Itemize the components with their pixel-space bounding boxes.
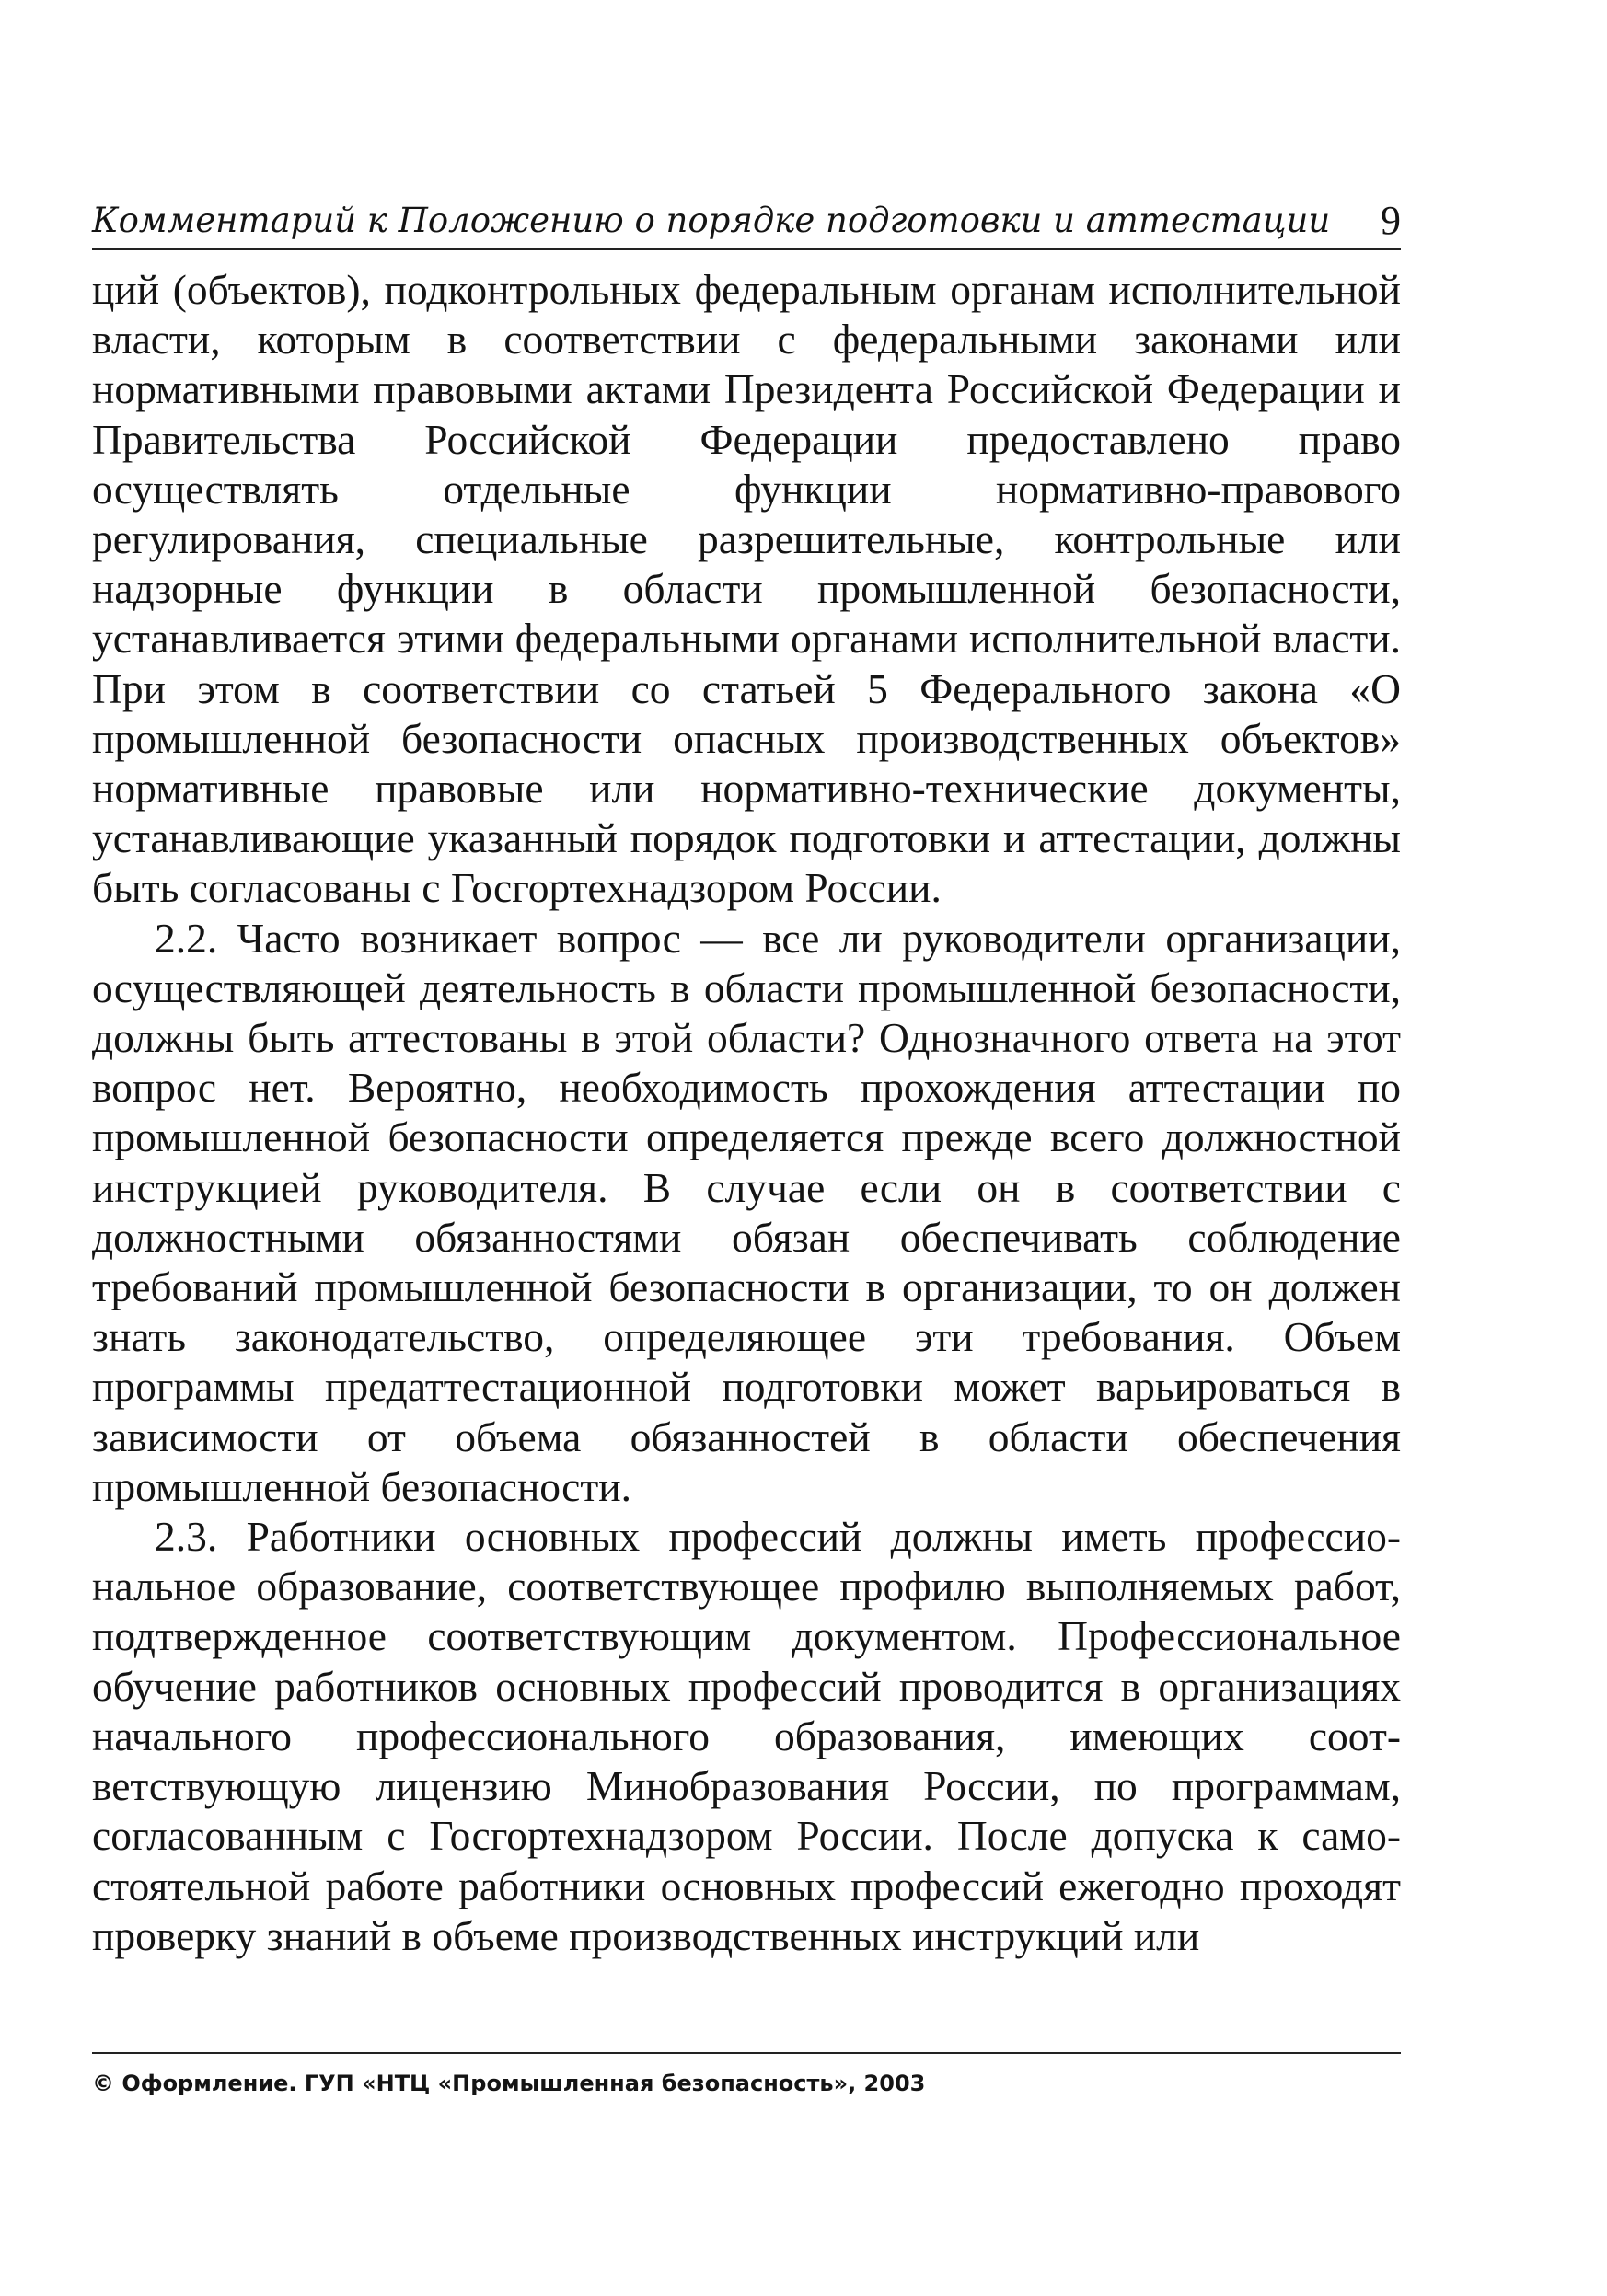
running-head-title: Комментарий к Положению о порядке подготовки и аттестации bbox=[92, 201, 1331, 240]
page-number: 9 bbox=[1381, 198, 1401, 243]
paragraph-continuation: ций (объектов), подконтрольных федеральным органам исполнительной власти, которым в соответствии с федеральными законами или нормативными правовыми актами Президента Российской Федерации и Правительства Российской Федерации предоставлено право осуществлять отдельные функции нормативно-правового регулирования, специальные разрешительные, контрольные или надзорные функции в области промышленной безопасности, устанавливается этими федеральными органами исполнительной власти. При этом в соответствии со статьей 5 Федерального закона «О промышленной безопасности опасных производственных объектов» нормативные правовые или нормативно-технические документы, устанавливающие указанный порядок подготовки и аттестации, должны быть согласованы с Госгортехнадзором России. bbox=[92, 266, 1401, 912]
paragraph-2-2: 2.2. Часто возникает вопрос — все ли руководители организации, осуществляющей деятельность в области промышленной безопасности, должны быть аттестованы в этой области? Однозначного ответа на этот вопрос нет. Вероятно, необходимость прохождения аттестации по промышленной безопасности определяется прежде всего должностной инструкцией руководителя. В случае если он в соответствии с должностными обязанностями обязан обеспечивать соблюдение требований промышленной безопасности в организации, то он должен знать законодательство, определяющее эти требования. Объем программы предаттестационной подготовки может варьироваться в зависимости от объема обязанностей в области обеспечения промышленной безопасности. bbox=[92, 914, 1401, 1510]
footer-copyright: © Оформление. ГУП «НТЦ «Промышленная безопасность», 2003 bbox=[92, 2052, 1401, 2096]
body-text bbox=[92, 265, 1401, 1961]
paragraph-2-3: 2.3. Работники основных профессий должны иметь профессиональное образование, соответствующее профилю выполняемых работ, подтвержденное соответствующим документом. Профессиональное обучение работников основных профессий проводится в организациях начального профессионального образования, имеющих соответствующую лицензию Минобразования России, по программам, согласованным с Госгортехнадзором России. После допуска к самостоятельной работе работники основных профессий ежегодно проходят проверку знаний в объеме производственных инструкций или bbox=[92, 1513, 1401, 1959]
page bbox=[92, 193, 1401, 1961]
running-head bbox=[92, 193, 1401, 250]
